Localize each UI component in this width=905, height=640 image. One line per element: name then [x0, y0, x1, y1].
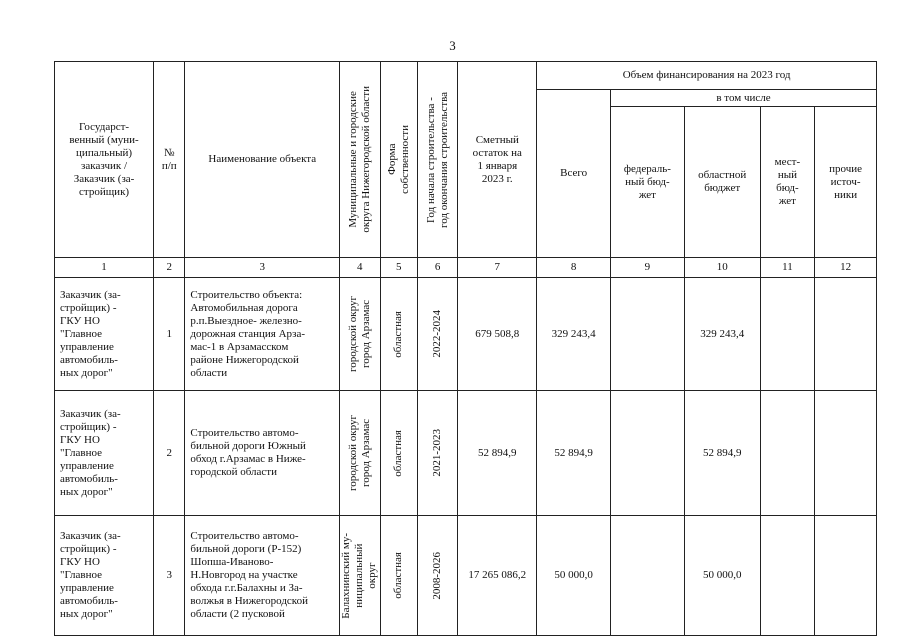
- object-name-cell: Строительство автомо- бильной дороги Южный обход г.Арзамас в Ниже- городской области: [185, 391, 340, 516]
- years-text: 2008-2026: [431, 551, 444, 600]
- header-municipality: [340, 62, 380, 258]
- customer-cell: Заказчик (за- стройщик) - ГКУ НО "Главное управление автомобиль- ных дорог": [55, 516, 154, 636]
- column-number: 8: [537, 258, 611, 278]
- header-customer: Государст- венный (муни- ципальный) заказчик / Заказчик (за- стройщик): [55, 62, 154, 258]
- column-number: 5: [380, 258, 417, 278]
- ownership-cell: [380, 516, 417, 636]
- column-number: 7: [458, 258, 537, 278]
- column-number: 4: [340, 258, 380, 278]
- header-ownership-text: Форма собственности: [385, 125, 411, 194]
- municipality-cell: [340, 278, 380, 391]
- column-number: 1: [55, 258, 154, 278]
- object-name-cell: Строительство объекта: Автомобильная дорога р.п.Выездное- железно- дорожная станция Арза- мас-1 в Арзамасском районе Нижегородской области: [185, 278, 340, 391]
- customer-cell: Заказчик (за- стройщик) - ГКУ НО "Главное управление автомобиль- ных дорог": [55, 278, 154, 391]
- header-total: Всего: [537, 90, 611, 258]
- total-cell: 52 894,9: [537, 391, 611, 516]
- federal-cell: [611, 391, 685, 516]
- column-number: 3: [185, 258, 340, 278]
- page-number: 3: [449, 38, 456, 53]
- federal-cell: [611, 278, 685, 391]
- ownership-cell: [380, 278, 417, 391]
- balance-cell: 679 508,8: [458, 278, 537, 391]
- column-number: 10: [684, 258, 760, 278]
- local-cell: [760, 516, 815, 636]
- header-federal: федераль- ный бюд- жет: [611, 107, 685, 258]
- total-cell: 50 000,0: [537, 516, 611, 636]
- customer-cell: Заказчик (за- стройщик) - ГКУ НО "Главное управление автомобиль- ных дорог": [55, 391, 154, 516]
- regional-cell: 52 894,9: [684, 391, 760, 516]
- header-row-1: [55, 62, 877, 90]
- other-cell: [815, 391, 877, 516]
- municipality-cell: [340, 391, 380, 516]
- ownership-text: областная: [392, 310, 405, 358]
- years-cell: [417, 391, 457, 516]
- balance-cell: 52 894,9: [458, 391, 537, 516]
- table-row: [55, 516, 877, 636]
- table-row: [55, 278, 877, 391]
- municipality-text: городской округ город Арзамас: [346, 414, 372, 492]
- header-object: Наименование объекта: [185, 62, 340, 258]
- object-name-cell: Строительство автомо- бильной дороги (Р-152) Шопша-Иваново- Н.Новгород на участке обхода г.г.Балахны и За- волжья в Нижегородской области (2 пусковой: [185, 516, 340, 636]
- years-text: 2021-2023: [431, 429, 444, 477]
- federal-cell: [611, 516, 685, 636]
- header-municipality-text: Муниципальные и городские округа Нижегородской области: [346, 86, 372, 233]
- column-number: 11: [760, 258, 815, 278]
- header-including: в том числе: [611, 90, 877, 107]
- ownership-text: областная: [392, 429, 405, 477]
- ownership-text: областная: [392, 552, 405, 599]
- column-number-row: [55, 258, 877, 278]
- header-ownership: [380, 62, 417, 258]
- local-cell: [760, 391, 815, 516]
- header-years-text: Год начала строительства - год окончания строительства: [424, 91, 450, 228]
- regional-cell: 329 243,4: [684, 278, 760, 391]
- row-num-cell: 2: [154, 391, 185, 516]
- header-funding: Объем финансирования на 2023 год: [537, 62, 877, 90]
- table-row: [55, 391, 877, 516]
- ownership-cell: [380, 391, 417, 516]
- other-cell: [815, 278, 877, 391]
- column-number: 6: [417, 258, 457, 278]
- header-balance: Сметный остаток на 1 января 2023 г.: [458, 62, 537, 258]
- local-cell: [760, 278, 815, 391]
- column-number: 12: [815, 258, 877, 278]
- years-cell: [417, 516, 457, 636]
- header-regional: областной бюджет: [684, 107, 760, 258]
- column-number: 2: [154, 258, 185, 278]
- row-num-cell: 3: [154, 516, 185, 636]
- years-text: 2022-2024: [431, 310, 444, 358]
- years-cell: [417, 278, 457, 391]
- municipality-text: городской округ город Арзамас: [346, 295, 372, 373]
- municipality-text: Балахнинский му- ниципальный округ: [340, 532, 379, 619]
- header-years: [417, 62, 457, 258]
- row-num-cell: 1: [154, 278, 185, 391]
- column-number: 9: [611, 258, 685, 278]
- other-cell: [815, 516, 877, 636]
- financing-table: [54, 61, 877, 636]
- header-other: прочие источ- ники: [815, 107, 877, 258]
- header-local: мест- ный бюд- жет: [760, 107, 815, 258]
- total-cell: 329 243,4: [537, 278, 611, 391]
- balance-cell: 17 265 086,2: [458, 516, 537, 636]
- municipality-cell: [340, 516, 380, 636]
- header-num: № п/п: [154, 62, 185, 258]
- regional-cell: 50 000,0: [684, 516, 760, 636]
